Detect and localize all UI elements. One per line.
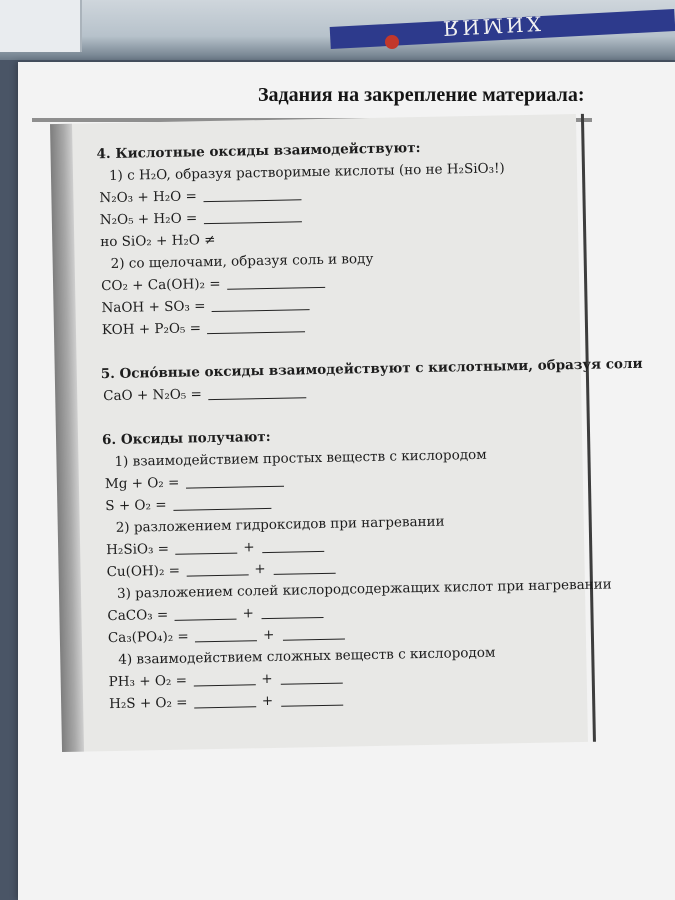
- answer-blank[interactable]: [262, 607, 324, 619]
- equation-text: Mg + O₂ =: [104, 474, 184, 493]
- answer-blank[interactable]: [227, 277, 325, 290]
- equation-text: H₂S + O₂ =: [108, 694, 192, 713]
- equation-text: CaCO₃ =: [107, 606, 173, 625]
- answer-blank[interactable]: [212, 299, 310, 312]
- background-book: [0, 0, 675, 60]
- book-spine: [0, 0, 82, 52]
- equation-text: S + O₂ =: [105, 496, 172, 515]
- plus-sign: +: [261, 670, 273, 688]
- equation-text: N₂O₅ + H₂O =: [99, 210, 202, 229]
- page-title: Задания на закрепление материала:: [258, 84, 585, 106]
- task-label: 4) взаимодействием сложных веществ с кислородом: [118, 644, 496, 668]
- answer-blank[interactable]: [175, 543, 237, 555]
- plus-sign: +: [254, 561, 266, 578]
- photo-left-shadow: [50, 124, 84, 752]
- equation-text: Ca₃(PO₄)₂ =: [107, 628, 194, 647]
- task-label: 1) взаимодействием простых веществ с кислородом: [114, 446, 487, 470]
- equation-text: CO₂ + Ca(OH)₂ =: [100, 275, 226, 295]
- textbook-photo: [56, 114, 643, 752]
- answer-blank[interactable]: [173, 498, 271, 511]
- equation-text: N₂O₃ + H₂O =: [99, 188, 202, 207]
- plus-sign: +: [243, 539, 255, 556]
- answer-blank[interactable]: [203, 189, 301, 202]
- section-heading: 6. Оксиды получают:: [101, 428, 271, 449]
- answer-blank[interactable]: [174, 609, 236, 621]
- section-heading: 4. Кислотные оксиды взаимодействуют:: [96, 140, 421, 163]
- answer-blank[interactable]: [193, 674, 255, 686]
- answer-blank[interactable]: [281, 695, 343, 707]
- equation-text: H₂SiO₃ =: [106, 540, 174, 559]
- equation-text: PH₃ + O₂ =: [108, 672, 192, 691]
- book-logo-dot: [385, 35, 399, 49]
- answer-blank[interactable]: [203, 211, 301, 224]
- section-heading: 5. Осно́вные оксиды взаимодействуют с кислотными, образуя соли: [100, 355, 643, 383]
- answer-blank[interactable]: [282, 629, 344, 641]
- answer-blank[interactable]: [195, 630, 257, 642]
- answer-blank[interactable]: [274, 563, 336, 575]
- plus-sign: +: [262, 626, 275, 644]
- answer-blank[interactable]: [207, 321, 305, 334]
- plus-sign: +: [261, 692, 274, 710]
- answer-blank[interactable]: [186, 476, 284, 489]
- equation-text: Cu(OH)₂ =: [106, 562, 185, 581]
- answer-blank[interactable]: [208, 387, 306, 400]
- answer-blank[interactable]: [186, 564, 248, 576]
- task-label: 2) разложением гидроксидов при нагревании: [115, 513, 445, 536]
- equation-text: KOH + P₂O₅ =: [101, 320, 206, 339]
- answer-blank[interactable]: [280, 673, 342, 685]
- answer-blank[interactable]: [194, 696, 256, 708]
- worksheet-paper: [18, 62, 675, 900]
- answer-blank[interactable]: [263, 541, 325, 553]
- book-title-text: ХИМИЯ: [439, 11, 542, 41]
- task-label: 2) со щелочами, образуя соль и воду: [110, 250, 374, 272]
- equation-note: но SiO₂ + H₂O ≠: [100, 231, 216, 251]
- equation-text: NaOH + SO₃ =: [101, 298, 210, 317]
- task-label: 3) разложением солей кислородсодержащих кислот при нагревании: [116, 576, 612, 602]
- equation-text: CaO + N₂O₅ =: [103, 386, 207, 405]
- task-label: 1) с H₂O, образуя растворимые кислоты (но не H₂SiO₃!): [108, 160, 505, 184]
- exercise-content: [96, 134, 643, 715]
- plus-sign: +: [242, 605, 254, 622]
